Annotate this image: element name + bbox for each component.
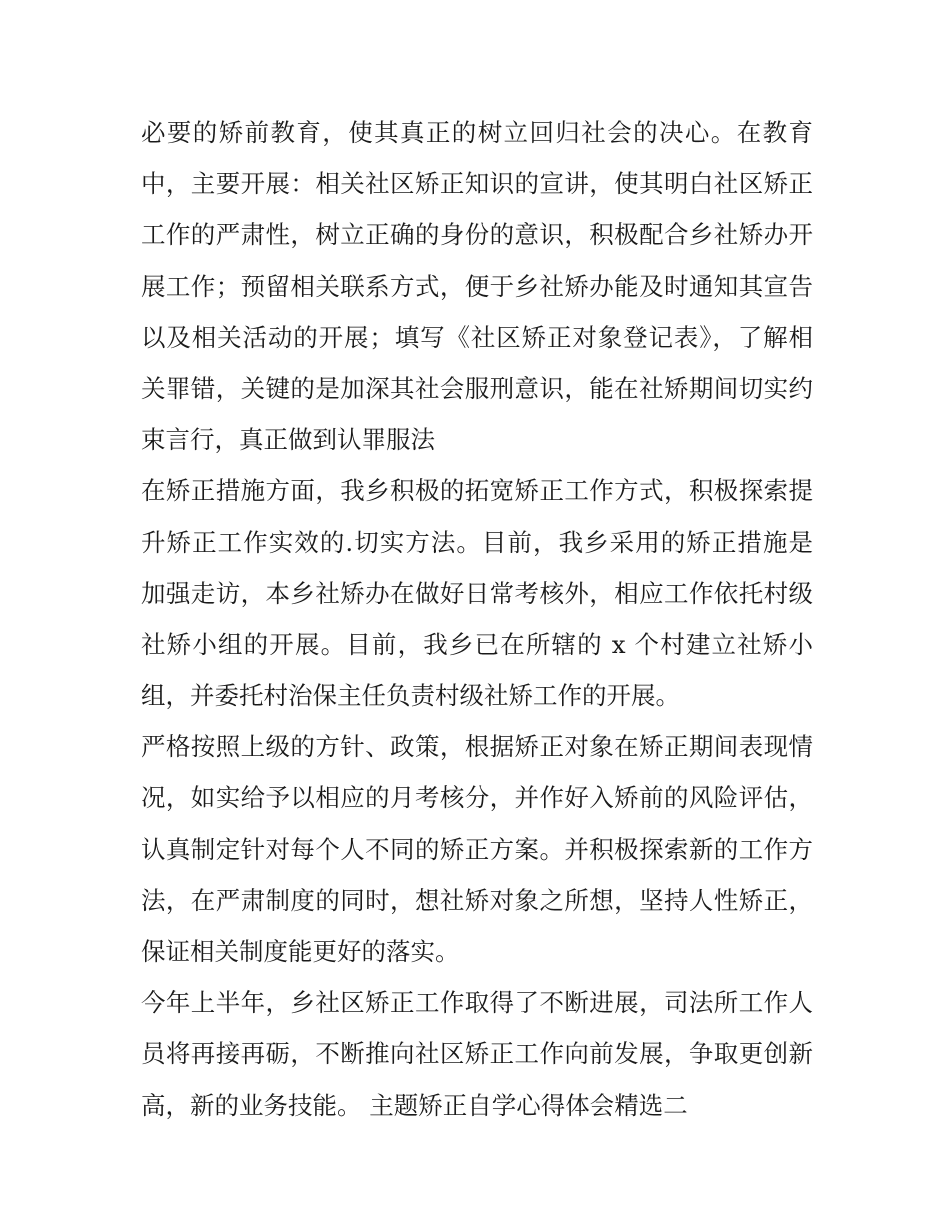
text-line: 必要的矫前教育，使其真正的树立回归社会的决心。在教育 (141, 118, 813, 147)
text-line: 升矫正工作实效的.切实方法。目前，我乡采用的矫正措施是 (141, 527, 813, 557)
text-line: 在矫正措施方面，我乡积极的拓宽矫正工作方式，积极探索提 (141, 476, 813, 506)
text-line: 认真制定针对每个人不同的矫正方案。并积极探索新的工作方 (141, 834, 813, 864)
text-line: 组，并委托村治保主任负责村级社矫工作的开展。 (141, 681, 680, 711)
text-line: 高，新的业务技能。 主题矫正自学心得体会精选二 (141, 1090, 688, 1120)
text-line: 今年上半年，乡社区矫正工作取得了不断进展，司法所工作人 (141, 988, 813, 1018)
text-line: 关罪错，关键的是加深其社会服刑意识，能在社矫期间切实约 (141, 373, 813, 403)
document-body (141, 107, 813, 1131)
text-line: 法，在严肃制度的同时，想社矫对象之所想，坚持人性矫正， (141, 885, 813, 915)
text-line: 展工作；预留相关联系方式，便于乡社矫办能及时通知其宣告 (141, 271, 813, 301)
text-line: 严格按照上级的方针、政策，根据矫正对象在矫正期间表现情 (141, 732, 813, 762)
text-line: 保证相关制度能更好的落实。 (141, 937, 460, 966)
text-line: 员将再接再砺，不断推向社区矫正工作向前发展，争取更创新 (141, 1039, 813, 1069)
text-line: 工作的严肃性，树立正确的身份的意识，积极配合乡社矫办开 (141, 220, 813, 250)
text-line: 况，如实给予以相应的月考核分，并作好入矫前的风险评估， (141, 783, 813, 813)
text-line: 中，主要开展：相关社区矫正知识的宣讲，使其明白社区矫正 (141, 169, 813, 199)
text-line: 束言行，真正做到认罪服法 (141, 425, 435, 455)
text-line: 以及相关活动的开展；填写《社区矫正对象登记表》，了解相 (141, 322, 813, 352)
text-line: 加强走访，本乡社矫办在做好日常考核外，相应工作依托村级 (141, 578, 813, 608)
text-line: 社矫小组的开展。目前，我乡已在所辖的 x 个村建立社矫小 (141, 629, 813, 659)
